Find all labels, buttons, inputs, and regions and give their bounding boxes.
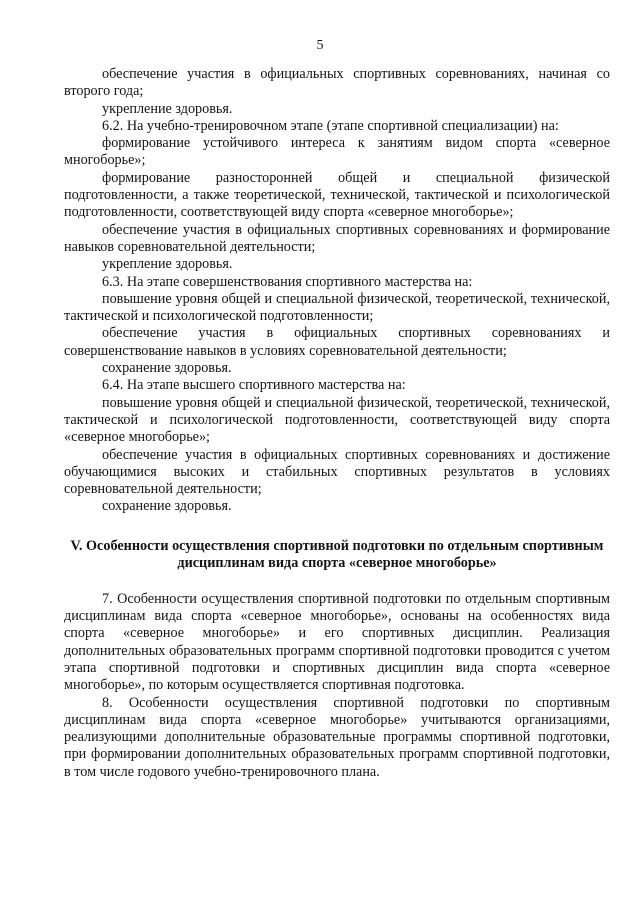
paragraph: формирование устойчивого интереса к занятиям видом спорта «северное многоборье»;: [64, 135, 610, 169]
paragraph: сохранение здоровья.: [102, 498, 232, 515]
paragraph: формирование разносторонней общей и специальной физической подготовленности, а также теоретической, технической, тактической и психологической подготовленности, соответствующей виду спорта «северное многоборье»;: [64, 169, 610, 221]
section-heading: V. Особенности осуществления спортивной подготовки по отдельным спортивным дисциплинам вида спорта «северное многоборье»: [70, 537, 604, 572]
paragraph: обеспечение участия в официальных спортивных соревнованиях и совершенствование навыков в условиях соревновательной деятельности;: [64, 325, 610, 359]
paragraph: повышение уровня общей и специальной физической, теоретической, технической, тактической и психологической подготовленности, соответствующей виду спорта «северное многоборье»;: [64, 394, 610, 446]
paragraph: 8. Особенности осуществления спортивной подготовки по спортивным дисциплинам вида спорта «северное многоборье» учитываются организациями, реализующими дополнительные образовательные программы спортивной подготовки, при формировании дополнительных образовательных программ спортивной подготовки, в том числе годового учебно-тренировочного плана.: [64, 694, 610, 780]
paragraph: обеспечение участия в официальных спортивных соревнованиях, начиная со второго года;: [64, 66, 610, 100]
paragraph: повышение уровня общей и специальной физической, теоретической, технической, тактической и психологической подготовленности;: [64, 290, 610, 325]
paragraph: 6.2. На учебно-тренировочном этапе (этапе спортивной специализации) на:: [102, 117, 559, 134]
paragraph: сохранение здоровья.: [102, 360, 232, 377]
paragraph: укрепление здоровья.: [102, 256, 233, 273]
paragraph: 6.3. На этапе совершенствования спортивного мастерства на:: [102, 273, 473, 290]
paragraph: 7. Особенности осуществления спортивной подготовки по отдельным спортивным дисциплинам вида спорта «северное многоборье», основаны на особенностях вида спорта «северное многоборье» и его спортивных дисциплин. Реализация дополнительных образовательных программ спортивной подготовки проводится с учетом этапа спортивной подготовки и спортивных дисциплин вида спорта «северное многоборье», по которым осуществляется спортивная подготовка.: [64, 590, 610, 694]
paragraph: обеспечение участия в официальных спортивных соревнованиях и формирование навыков соревновательной деятельности;: [64, 221, 610, 255]
paragraph: обеспечение участия в официальных спортивных соревнованиях и достижение обучающимися высоких и стабильных спортивных результатов в условиях соревновательной деятельности;: [64, 446, 610, 498]
paragraph: 6.4. На этапе высшего спортивного мастерства на:: [102, 377, 406, 394]
paragraph: укрепление здоровья.: [102, 100, 233, 117]
page-number: 5: [316, 38, 324, 53]
page-content: [64, 66, 610, 781]
